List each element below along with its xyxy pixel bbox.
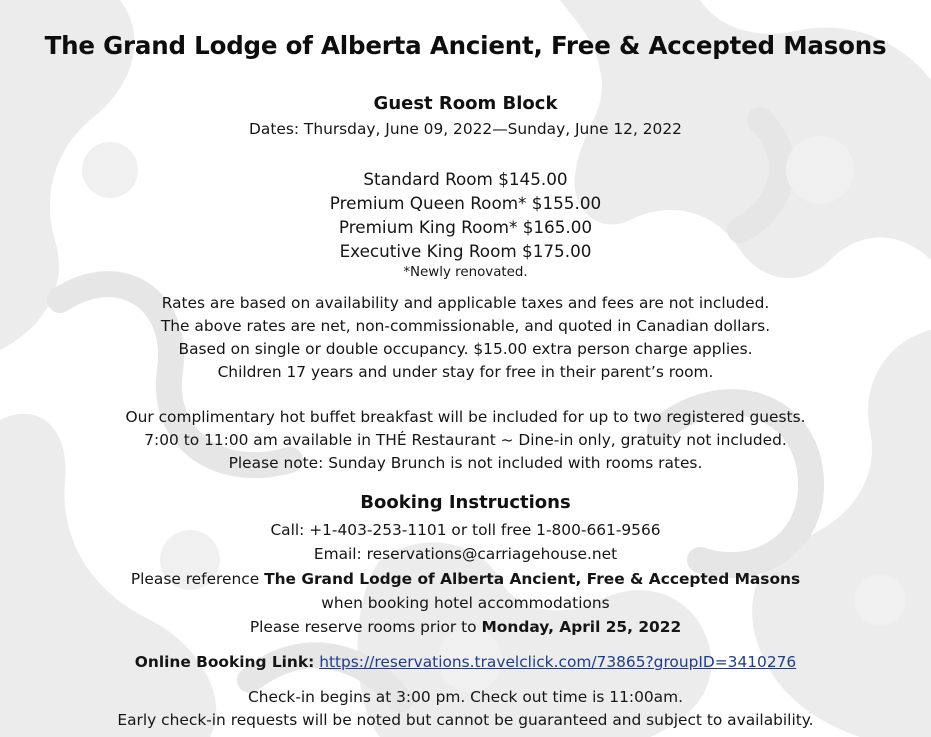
booking-deadline-date: Monday, April 25, 2022 [481, 618, 682, 636]
booking-reference-name: The Grand Lodge of Alberta Ancient, Free & Accepted Masons [264, 570, 801, 588]
breakfast-note: Please note: Sunday Brunch is not included with rooms rates. [228, 454, 703, 472]
rate-executive-king-room: Executive King Room $175.00 [339, 241, 592, 261]
booking-reference-prefix: Please reference [130, 570, 265, 588]
online-booking-link[interactable]: https://reservations.travelclick.com/73865?groupID=3410276 [319, 653, 797, 671]
rate-premium-queen-room: Premium Queen Room* $155.00 [329, 193, 602, 213]
booking-reference [0, 569, 931, 589]
booking-phone: Call: +1-403-253-1101 or toll free 1-800-661-9566 [270, 521, 661, 539]
renovated-footnote: *Newly renovated. [403, 265, 528, 280]
checkin-note: Early check-in requests will be noted but cannot be guaranteed and subject to availability. [117, 711, 814, 729]
rate-note: Based on single or double occupancy. $15.00 extra person charge applies. [178, 340, 753, 358]
booking-reference-suffix: when booking hotel accommodations [321, 594, 610, 612]
breakfast-note: Our complimentary hot buffet breakfast will be included for up to two registered guests. [125, 408, 806, 426]
online-booking [0, 652, 931, 672]
booking-heading: Booking Instructions [360, 492, 571, 513]
rate-note: Rates are based on availability and applicable taxes and fees are not included. [161, 294, 770, 312]
checkin-note: Check-in begins at 3:00 pm. Check out time is 11:00am. [248, 688, 683, 706]
page-title: The Grand Lodge of Alberta Ancient, Free & Accepted Masons [44, 31, 887, 60]
booking-deadline [0, 617, 931, 637]
booking-deadline-prefix: Please reserve rooms prior to [249, 618, 482, 636]
booking-email: Email: reservations@carriagehouse.net [313, 545, 618, 563]
rate-note: Children 17 years and under stay for free in their parent’s room. [217, 363, 714, 381]
rate-note: The above rates are net, non-commissionable, and quoted in Canadian dollars. [160, 317, 771, 335]
room-block-dates: Dates: Thursday, June 09, 2022—Sunday, June 12, 2022 [249, 120, 682, 138]
rate-premium-king-room: Premium King Room* $165.00 [338, 217, 593, 237]
breakfast-note: 7:00 to 11:00 am available in THÉ Restaurant ~ Dine-in only, gratuity not included. [144, 431, 787, 449]
online-booking-label: Online Booking Link: [134, 653, 315, 671]
room-block-heading: Guest Room Block [373, 93, 558, 114]
rate-standard-room: Standard Room $145.00 [363, 169, 568, 189]
